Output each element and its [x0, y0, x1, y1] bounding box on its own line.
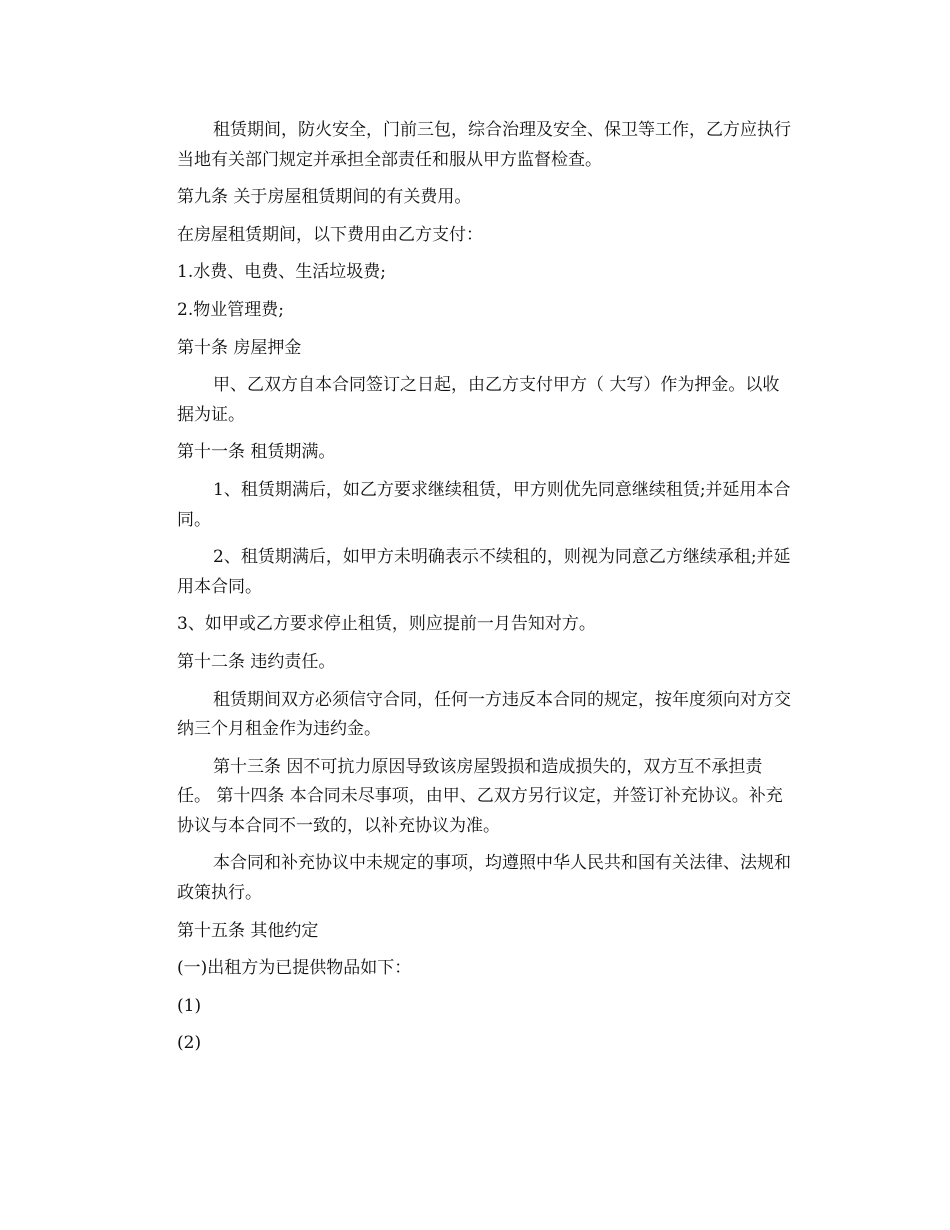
text-line: 租赁期间，防火安全，门前三包，综合治理及安全、保卫等工作，乙方应执行 — [213, 120, 791, 140]
paragraph-renewal-2 — [141, 543, 813, 602]
list-item-2: (2) — [177, 1033, 202, 1054]
text-line: 同。 — [177, 509, 211, 530]
text-line: 政策执行。 — [177, 883, 262, 904]
paragraph-renewal-3: 3、如甲或乙方要求停止租赁，则应提前一月告知对方。 — [177, 614, 596, 635]
paragraph-applicable-law — [141, 849, 813, 908]
paragraph-deposit — [141, 371, 813, 430]
article-11-heading: 第十一条 租赁期满。 — [177, 442, 336, 463]
paragraph-items-provided: (一)出租方为已提供物品如下： — [177, 958, 412, 979]
text-line: 1、租赁期满后，如乙方要求继续租赁，甲方则优先同意继续租赁;并延用本合 — [213, 479, 791, 500]
text-line: 2、租赁期满后，如甲方未明确表示不续租的，则视为同意乙方继续承租;并延 — [213, 547, 791, 568]
text-line: 本合同和补充协议中未规定的事项，均遵照中华人民共和国有关法律、法规和 — [213, 853, 791, 874]
text-line: 租赁期间双方必须信守合同，任何一方违反本合同的规定，按年度须向对方交 — [213, 689, 791, 710]
text-line: 第十三条 因不可抗力原因导致该房屋毁损和造成损失的，双方互不承担责 — [213, 756, 763, 777]
paragraph-fees-intro: 在房屋租赁期间，以下费用由乙方支付： — [177, 224, 483, 245]
text-line: 协议与本合同不一致的，以补充协议为准。 — [177, 815, 500, 836]
list-item-property-fee: 2.物业管理费; — [177, 299, 284, 320]
paragraph-fire-safety — [141, 116, 813, 175]
paragraph-breach — [141, 686, 813, 745]
article-9-heading: 第九条 关于房屋租赁期间的有关费用。 — [177, 187, 472, 208]
text-line: 据为证。 — [177, 404, 245, 425]
document-body — [141, 116, 813, 1067]
list-item-utilities: 1.水费、电费、生活垃圾费; — [177, 262, 386, 283]
list-item-1: (1) — [177, 995, 202, 1016]
text-line: 纳三个月租金作为违约金。 — [177, 719, 381, 740]
article-12-heading: 第十二条 违约责任。 — [177, 651, 336, 672]
text-line: 用本合同。 — [177, 576, 262, 597]
text-line: 当地有关部门规定并承担全部责任和服从甲方监督检查。 — [177, 149, 602, 170]
article-15-heading: 第十五条 其他约定 — [177, 920, 319, 941]
article-10-heading: 第十条 房屋押金 — [177, 337, 302, 358]
paragraph-renewal-1 — [141, 476, 813, 535]
text-line: 甲、乙双方自本合同签订之日起，由乙方支付甲方（ 大写）作为押金。以收 — [213, 375, 780, 396]
paragraph-force-majeure — [141, 753, 813, 842]
text-line: 任。 第十四条 本合同未尽事项，由甲、乙双方另行议定，并签订补充协议。补充 — [177, 786, 783, 807]
